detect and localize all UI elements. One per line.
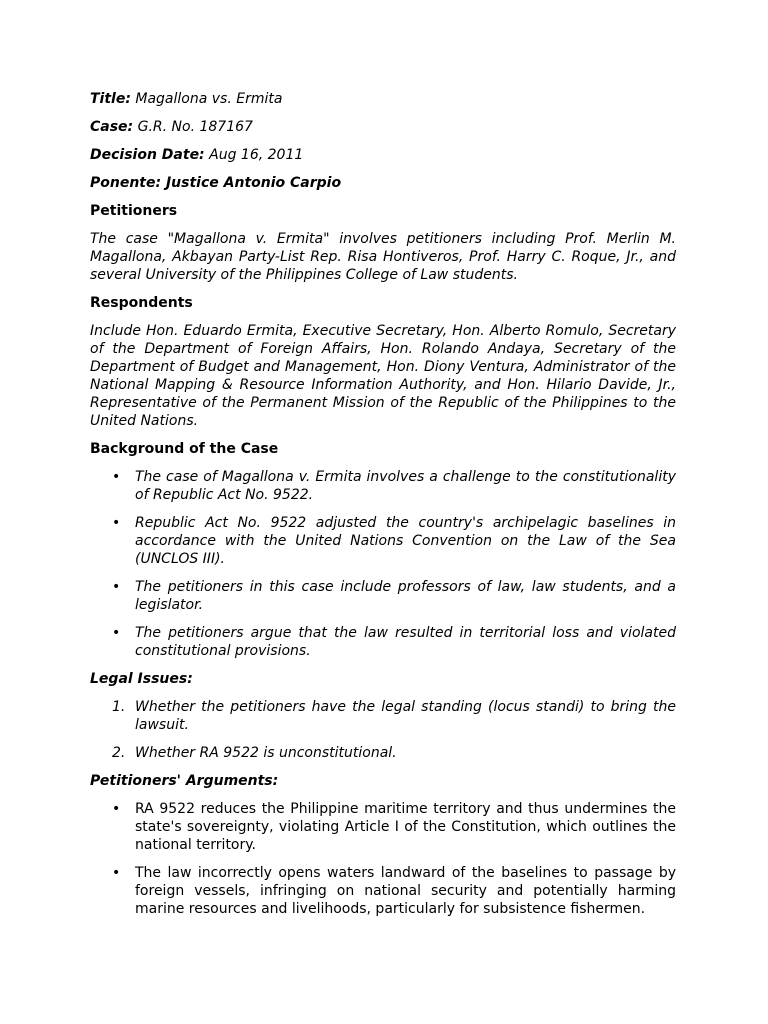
list-item-text: Whether RA 9522 is unconstitutional. bbox=[135, 745, 397, 761]
list-item bbox=[90, 578, 676, 614]
list-item bbox=[90, 624, 676, 660]
decision-date-label: Decision Date: bbox=[90, 147, 205, 163]
list-item-text: RA 9522 reduces the Philippine maritime territory and thus undermines the state's sovereignty, violating Article I of the Constitution, which outlines the national territory. bbox=[135, 801, 676, 853]
bullet-marker: • bbox=[112, 515, 121, 531]
list-number: 1. bbox=[112, 699, 126, 715]
list-item-text: The petitioners in this case include professors of law, law students, and a legislator. bbox=[135, 579, 676, 613]
bullet-marker: • bbox=[112, 579, 121, 595]
background-list bbox=[90, 468, 676, 660]
ponente-label: Ponente: Justice Antonio Carpio bbox=[90, 175, 342, 191]
petitioners-paragraph: The case "Magallona v. Ermita" involves petitioners including Prof. Merlin M. Magallona, Akbayan Party-List Rep. Risa Hontiveros, Prof. Harry C. Roque, Jr., and several University of the Philippines College of Law students. bbox=[90, 231, 676, 283]
arguments-heading: Petitioners' Arguments: bbox=[90, 773, 279, 789]
list-item bbox=[90, 744, 676, 762]
respondents-heading: Respondents bbox=[90, 295, 193, 311]
list-item bbox=[90, 800, 676, 854]
bullet-marker: • bbox=[112, 865, 121, 881]
title-line bbox=[90, 90, 676, 108]
arguments-list bbox=[90, 800, 676, 918]
list-item bbox=[90, 864, 676, 918]
list-item bbox=[90, 514, 676, 568]
legal-issues-heading: Legal Issues: bbox=[90, 671, 193, 687]
title-value: Magallona vs. Ermita bbox=[135, 91, 283, 107]
ponente-line bbox=[90, 174, 676, 192]
decision-date-line bbox=[90, 146, 676, 164]
case-line bbox=[90, 118, 676, 136]
bullet-marker: • bbox=[112, 469, 121, 485]
decision-date-value: Aug 16, 2011 bbox=[209, 147, 304, 163]
list-item-text: Whether the petitioners have the legal standing (locus standi) to bring the lawsuit. bbox=[135, 699, 676, 733]
title-label: Title: bbox=[90, 91, 131, 107]
case-label: Case: bbox=[90, 119, 134, 135]
petitioners-heading: Petitioners bbox=[90, 203, 178, 219]
list-item-text: The case of Magallona v. Ermita involves a challenge to the constitutionality of Republic Act No. 9522. bbox=[135, 469, 676, 503]
legal-issues-list bbox=[90, 698, 676, 762]
respondents-paragraph: Include Hon. Eduardo Ermita, Executive Secretary, Hon. Alberto Romulo, Secretary of the Department of Foreign Affairs, Hon. Rolando Andaya, Secretary of the Department of Budget and Management, Hon. Diony Ventura, Administrator of the National Mapping & Resource Information Authority, and Hon. Hilario Davide, Jr., Representative of the Permanent Mission of the Republic of the Philippines to the United Nations. bbox=[90, 323, 676, 429]
bullet-marker: • bbox=[112, 801, 121, 817]
list-item bbox=[90, 468, 676, 504]
list-item-text: The petitioners argue that the law resulted in territorial loss and violated constitutional provisions. bbox=[135, 625, 676, 659]
document-page bbox=[90, 90, 676, 928]
list-number: 2. bbox=[112, 745, 126, 761]
list-item-text: Republic Act No. 9522 adjusted the country's archipelagic baselines in accordance with the United Nations Convention on the Law of the Sea (UNCLOS III). bbox=[135, 515, 676, 567]
background-heading: Background of the Case bbox=[90, 441, 279, 457]
list-item-text: The law incorrectly opens waters landward of the baselines to passage by foreign vessels, infringing on national security and potentially harming marine resources and livelihoods, particularly for subsistence fishermen. bbox=[135, 865, 676, 917]
bullet-marker: • bbox=[112, 625, 121, 641]
list-item bbox=[90, 698, 676, 734]
case-value: G.R. No. 187167 bbox=[137, 119, 253, 135]
